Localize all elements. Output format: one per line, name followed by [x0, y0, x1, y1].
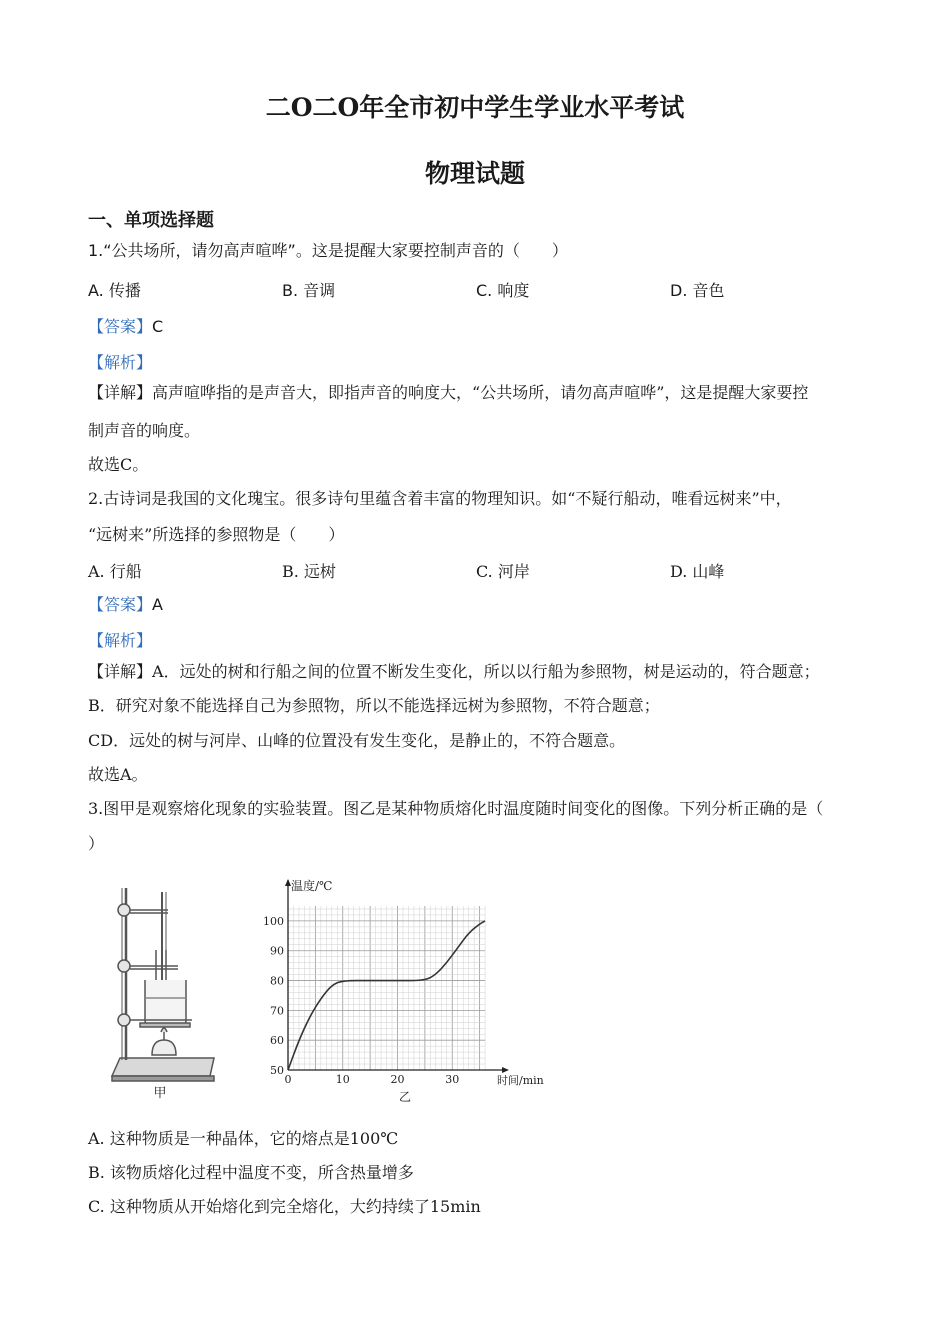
- answer-tag: 【答案】: [88, 317, 153, 336]
- q2-conclusion: 故选A。: [88, 765, 148, 784]
- stand-base: [112, 1058, 214, 1076]
- q1-option-c: C. 响度: [476, 281, 530, 300]
- y-tick-label: 50: [270, 1064, 284, 1077]
- figure-left-label: 甲: [153, 1086, 167, 1100]
- x-tick-label: 30: [445, 1073, 460, 1086]
- q3-option-b: B. 该物质熔化过程中温度不变，所含热量增多: [88, 1163, 414, 1182]
- x-tick-label: 20: [390, 1073, 405, 1086]
- detail-text: 高声喧哗指的是声音大，即指声音的响度大，“公共场所，请勿高声喧哗”，这是提醒大家要控: [152, 383, 809, 402]
- q1-conclusion: 故选C。: [88, 455, 149, 474]
- q2-option-a: A. 行船: [88, 562, 142, 581]
- q1-option-d: D. 音色: [670, 281, 725, 300]
- page-subtitle: 物理试题: [424, 159, 525, 188]
- chart-caption: 乙: [398, 1090, 412, 1104]
- y-tick-label: 100: [263, 914, 284, 928]
- q2-detail-line2: B．研究对象不能选择自己为参照物，所以不能选择远树为参照物，不符合题意；: [88, 696, 660, 715]
- q2-answer: [88, 592, 163, 615]
- chart-grid: [288, 906, 485, 1070]
- q1-answer: [88, 314, 163, 337]
- x-axis-arrow: [502, 1067, 509, 1073]
- q2-option-c: C. 河岸: [476, 562, 530, 581]
- q1-analysis-tag: 【解析】: [88, 353, 153, 372]
- q1-detail-line2: 制声音的响度。: [88, 421, 201, 440]
- detail-tag: 【详解】: [88, 383, 153, 402]
- detail-tag: 【详解】: [88, 662, 153, 681]
- q2-detail-line3: CD．远处的树与河岸、山峰的位置没有发生变化，是静止的，不符合题意。: [88, 731, 626, 750]
- answer-tag: 【答案】: [88, 595, 153, 614]
- q3-option-a: A. 这种物质是一种晶体，它的熔点是100℃: [88, 1129, 399, 1148]
- y-tick-label: 90: [270, 944, 284, 958]
- detail-text: A．远处的树和行船之间的位置不断发生变化，所以以行船为参照物，树是运动的，符合题意；: [152, 662, 820, 681]
- x-tick-label: 10: [335, 1073, 350, 1086]
- y-tick-label: 70: [270, 1004, 284, 1018]
- q2-detail-line1: [88, 662, 820, 682]
- q1-option-a: A. 传播: [88, 281, 141, 300]
- x-axis-label: 时间/min: [497, 1074, 544, 1087]
- y-tick-label: 80: [270, 974, 284, 988]
- q2-option-b: B. 远树: [282, 562, 336, 581]
- answer-value: A: [152, 595, 163, 614]
- q1-detail-line1: [88, 383, 808, 403]
- y-axis-label: 温度/℃: [291, 879, 333, 893]
- q3-stem-line1: 3.图甲是观察熔化现象的实验装置。图乙是某种物质熔化时温度随时间变化的图像。下列分析正确的是（: [88, 799, 824, 818]
- q2-stem-line1: 2.古诗词是我国的文化瑰宝。很多诗句里蕴含着丰富的物理知识。如“不疑行船动，唯看远树来”中，: [88, 489, 792, 508]
- apparatus-figure: [100, 880, 225, 1100]
- q1-stem: 1.“公共场所，请勿高声喧哗”。这是提醒大家要控制声音的（ ）: [88, 241, 568, 260]
- q2-option-d: D. 山峰: [670, 562, 725, 581]
- answer-value: C: [152, 317, 164, 336]
- x-tick-label: 0: [284, 1073, 292, 1086]
- chart-axes: [285, 879, 509, 1073]
- q3-stem-line2: ）: [88, 834, 105, 853]
- section-heading: 一、单项选择题: [88, 210, 214, 231]
- q2-stem-line2: “远树来”所选择的参照物是（ ）: [88, 525, 345, 544]
- chart-ticks: [263, 915, 459, 1086]
- page-title: 二O二O年全市初中学生学业水平考试: [265, 93, 685, 122]
- q2-analysis-tag: 【解析】: [88, 631, 153, 650]
- y-tick-label: 60: [270, 1034, 284, 1048]
- q1-option-b: B. 音调: [282, 281, 336, 300]
- temperature-chart: [255, 872, 550, 1104]
- q3-option-c: C. 这种物质从开始熔化到完全熔化，大约持续了15min: [88, 1197, 481, 1216]
